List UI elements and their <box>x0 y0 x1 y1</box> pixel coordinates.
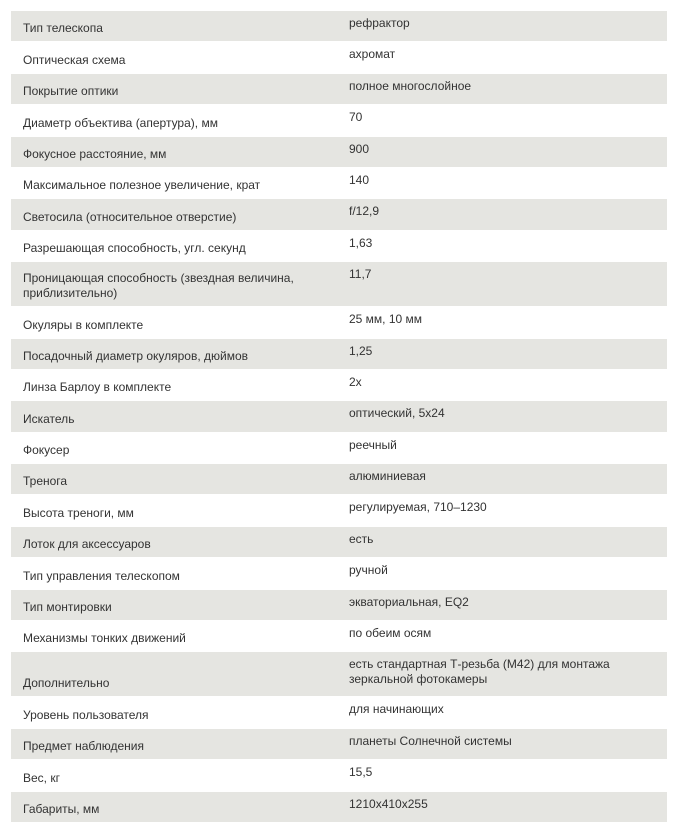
spec-value: есть стандартная Т-резьба (M42) для монтажа зеркальной фотокамеры <box>339 652 667 697</box>
table-row <box>11 495 667 526</box>
spec-value: алюминиевая <box>339 464 667 495</box>
spec-value: 900 <box>339 137 667 168</box>
spec-label: Посадочный диаметр окуляров, дюймов <box>11 339 339 370</box>
spec-value: планеты Солнечной системы <box>339 729 667 760</box>
spec-value: оптический, 5x24 <box>339 401 667 432</box>
spec-label: Предмет наблюдения <box>11 729 339 760</box>
table-row <box>11 231 667 262</box>
spec-label: Тип управления телескопом <box>11 558 339 589</box>
table-row <box>11 433 667 464</box>
table-row <box>11 558 667 589</box>
spec-value: ахромат <box>339 42 667 73</box>
spec-value: 70 <box>339 105 667 136</box>
spec-label: Проницающая способность (звездная величина, приблизительно) <box>11 262 339 307</box>
table-row <box>11 401 667 432</box>
spec-label: Максимальное полезное увеличение, крат <box>11 168 339 199</box>
spec-label: Лоток для аксессуаров <box>11 527 339 558</box>
table-row <box>11 137 667 168</box>
spec-label: Дополнительно <box>11 652 339 697</box>
spec-label: Тип телескопа <box>11 11 339 42</box>
table-row <box>11 697 667 728</box>
spec-value: полное многослойное <box>339 74 667 105</box>
spec-value: 11,7 <box>339 262 667 307</box>
spec-value: для начинающих <box>339 697 667 728</box>
spec-value: 1,63 <box>339 231 667 262</box>
spec-value: 15,5 <box>339 760 667 791</box>
spec-label: Светосила (относительное отверстие) <box>11 199 339 230</box>
spec-value: по обеим осям <box>339 621 667 652</box>
table-row <box>11 262 667 307</box>
table-row <box>11 370 667 401</box>
spec-value: f/12,9 <box>339 199 667 230</box>
spec-label: Тип монтировки <box>11 590 339 621</box>
table-row <box>11 760 667 791</box>
spec-label: Уровень пользователя <box>11 697 339 728</box>
spec-label: Искатель <box>11 401 339 432</box>
spec-label: Окуляры в комплекте <box>11 307 339 338</box>
spec-label: Механизмы тонких движений <box>11 621 339 652</box>
spec-value: 140 <box>339 168 667 199</box>
spec-value: есть <box>339 527 667 558</box>
table-row <box>11 307 667 338</box>
spec-label: Фокусное расстояние, мм <box>11 137 339 168</box>
table-row <box>11 168 667 199</box>
table-row <box>11 792 667 823</box>
spec-value: 25 мм, 10 мм <box>339 307 667 338</box>
spec-value: 1,25 <box>339 339 667 370</box>
spec-value: экваториальная, EQ2 <box>339 590 667 621</box>
specifications-table <box>11 11 667 823</box>
spec-value: рефрактор <box>339 11 667 42</box>
spec-label: Тренога <box>11 464 339 495</box>
table-row <box>11 105 667 136</box>
spec-label: Высота треноги, мм <box>11 495 339 526</box>
table-row <box>11 527 667 558</box>
spec-label: Вес, кг <box>11 760 339 791</box>
spec-label: Покрытие оптики <box>11 74 339 105</box>
spec-label: Диаметр объектива (апертура), мм <box>11 105 339 136</box>
table-row <box>11 199 667 230</box>
spec-label: Оптическая схема <box>11 42 339 73</box>
spec-label: Разрешающая способность, угл. секунд <box>11 231 339 262</box>
spec-value: регулируемая, 710–1230 <box>339 495 667 526</box>
spec-value: ручной <box>339 558 667 589</box>
table-row <box>11 74 667 105</box>
table-row <box>11 339 667 370</box>
table-row <box>11 729 667 760</box>
spec-value: 1210x410x255 <box>339 792 667 823</box>
table-row <box>11 11 667 42</box>
table-row <box>11 621 667 652</box>
table-row <box>11 652 667 697</box>
spec-value: 2x <box>339 370 667 401</box>
table-row <box>11 590 667 621</box>
spec-label: Габариты, мм <box>11 792 339 823</box>
spec-label: Фокусер <box>11 433 339 464</box>
table-row <box>11 42 667 73</box>
spec-label: Линза Барлоу в комплекте <box>11 370 339 401</box>
spec-value: реечный <box>339 433 667 464</box>
table-row <box>11 464 667 495</box>
